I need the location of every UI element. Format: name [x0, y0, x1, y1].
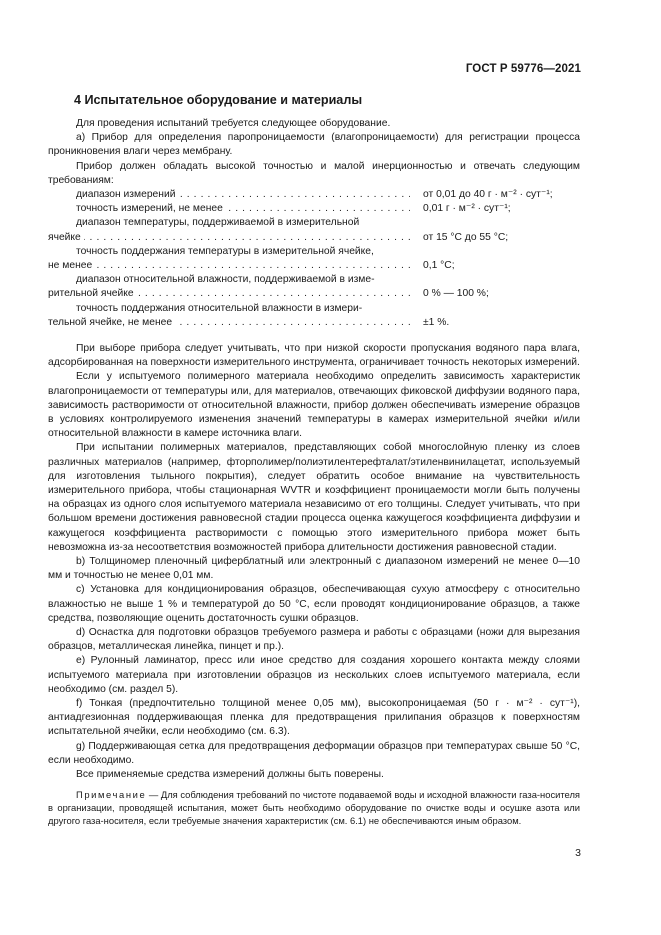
note [48, 788, 580, 827]
spec-row [48, 302, 580, 316]
spec-row [48, 216, 580, 230]
item-a-paragraph: а) Прибор для определения паропроницаемости (влагопроницаемости) для регистрации процесса проникновения влаги через мембрану. [48, 132, 580, 158]
spec-label: диапазон измерений [76, 189, 178, 200]
spec-row [48, 245, 580, 259]
spec-value: 0,01 г · м⁻² · сут⁻¹; [423, 203, 511, 215]
body-paragraph: При выборе прибора следует учитывать, что при низкой скорости пропускания водяного пара влага, адсорбированная на поверхности измерительного инструмента, ограничивает точность некоторых измерений. [48, 342, 580, 369]
spec-list [48, 188, 580, 330]
spec-label-line1: точность поддержания относительной влажности в измери- [76, 303, 365, 314]
spec-row [48, 316, 580, 330]
spec-value: от 15 °С до 55 °С; [423, 231, 509, 243]
spec-value: 0 % — 100 %; [423, 288, 489, 300]
spec-row [48, 202, 580, 216]
body-paragraph: Если у испытуемого полимерного материала необходимо определить зависимость характеристик влагопроницаемости от температуры или, для материалов, отвечающих фиковской диффузии водяного пара, зависимость растворимости от относительной влажности, прибор должен обеспечивать измерение образцов в условиях контролируемого изменения значений температуры в камерах измерительной ячейки и/или относительной влажности в камере источника влаги. [48, 371, 580, 440]
spec-label-line1: диапазон температуры, поддерживаемой в измерительной [76, 217, 362, 228]
spec-row [48, 273, 580, 287]
item-c-paragraph: c) Установка для кондиционирования образцов, обеспечивающая сухую атмосферу с относительно влажностью не выше 1 % и температурой до 50 °С, если проводят кондиционирование образцов, а также средства, позволяющие оценить достаточность сушки образцов. [48, 584, 580, 624]
spec-row [48, 188, 580, 202]
section-title: 4 Испытательное оборудование и материалы [74, 93, 363, 107]
item-b-paragraph: b) Толщиномер пленочный циферблатный или электронный с диапазоном измерений не менее 0—10 мм и точностью не менее 0,01 мм. [48, 555, 580, 582]
spec-label-line2: рительной ячейке [48, 288, 137, 299]
spec-label-line2: ячейке [48, 232, 84, 243]
requirements-paragraph: Прибор должен обладать высокой точностью и малой инерционностью и отвечать следующим требованиям: [48, 160, 580, 186]
spec-row [48, 287, 580, 301]
spec-value: ±1 %. [423, 316, 450, 328]
item-f-paragraph: f) Тонкая (предпочтительно толщиной менее 0,05 мм), высокопроницаемая (50 г · м⁻² · сут⁻¹), антиадгезионная поддерживающая пленка для предотвращения прилипания образцов к поверхностям испытательной ячейки, если необходимо (см. 6.3). [48, 697, 580, 738]
item-d-paragraph: d) Оснастка для подготовки образцов требуемого размера и работы с образцами (ножи для вырезания образцов, металлическая линейка, пинцет и пр.). [48, 626, 580, 653]
spec-label: точность измерений, не менее [76, 203, 226, 214]
spec-row [48, 231, 580, 245]
spec-row [48, 259, 580, 273]
spec-value: от 0,01 до 40 г · м⁻² · сут⁻¹; [423, 189, 553, 201]
body-paragraph: При испытании полимерных материалов, представляющих собой многослойную пленку из слоев различных материалов (например, фторполимер/полиэтилентерефталат/этиленвинилацетат, используемый для изготовления тыльного покрытия), следует обратить особое внимание на чувствительность измерительного прибора, чтобы стационарная WVTR и коэффициент проницаемости могли быть получены на образцах из одного слоя испытуемого материала независимо от его толщины. Следует учитывать, что при большом времени достижения равновесной стадии процесса оценка кажущегося коэффициента диффузии и кажущегося коэффициента растворимости с помощью этого измерительного прибора может быть невозможна из-за несоответствия возможностей прибора длительности достижения равновесной стадии. [48, 442, 580, 553]
spec-label-line1: диапазон относительной влажности, поддерживаемой в изме- [76, 274, 378, 285]
spec-label-line2: не менее [48, 260, 95, 271]
spec-label-line1: точность поддержания температуры в измерительной ячейке, [76, 246, 377, 257]
page-number: 3 [575, 847, 581, 859]
page-content [48, 92, 580, 827]
item-g-paragraph: g) Поддерживающая сетка для предотвращения деформации образцов при температурах свыше 50 °С, если необходимо. [48, 740, 580, 766]
item-e-paragraph: e) Рулонный ламинатор, пресс или иное средство для создания хорошего контакта между слоями испытуемого материала при изготовлении образцов из нескольких слоев испытуемого материала, если необходимо (см. раздел 5). [48, 655, 580, 695]
document-header: ГОСТ Р 59776—2021 [465, 63, 581, 75]
note-text: — Для соблюдения требований по чистоте подаваемой воды и исходной влажности газа-носителя в организации, проводящей испытания, может быть необходимо оборудование по очистке воды и осушке азота или другого газа-носителя, если требуемые значения характеристик (см. 6.1) не обеспечиваются иным образом. [48, 789, 581, 827]
spec-value: 0,1 °С; [423, 259, 455, 271]
note-label: Примечание [76, 789, 147, 801]
spec-label-line2: тельной ячейке, не менее [48, 317, 175, 328]
intro-paragraph: Для проведения испытаний требуется следующее оборудование. [76, 118, 391, 129]
verification-paragraph: Все применяемые средства измерений должны быть поверены. [76, 768, 384, 780]
